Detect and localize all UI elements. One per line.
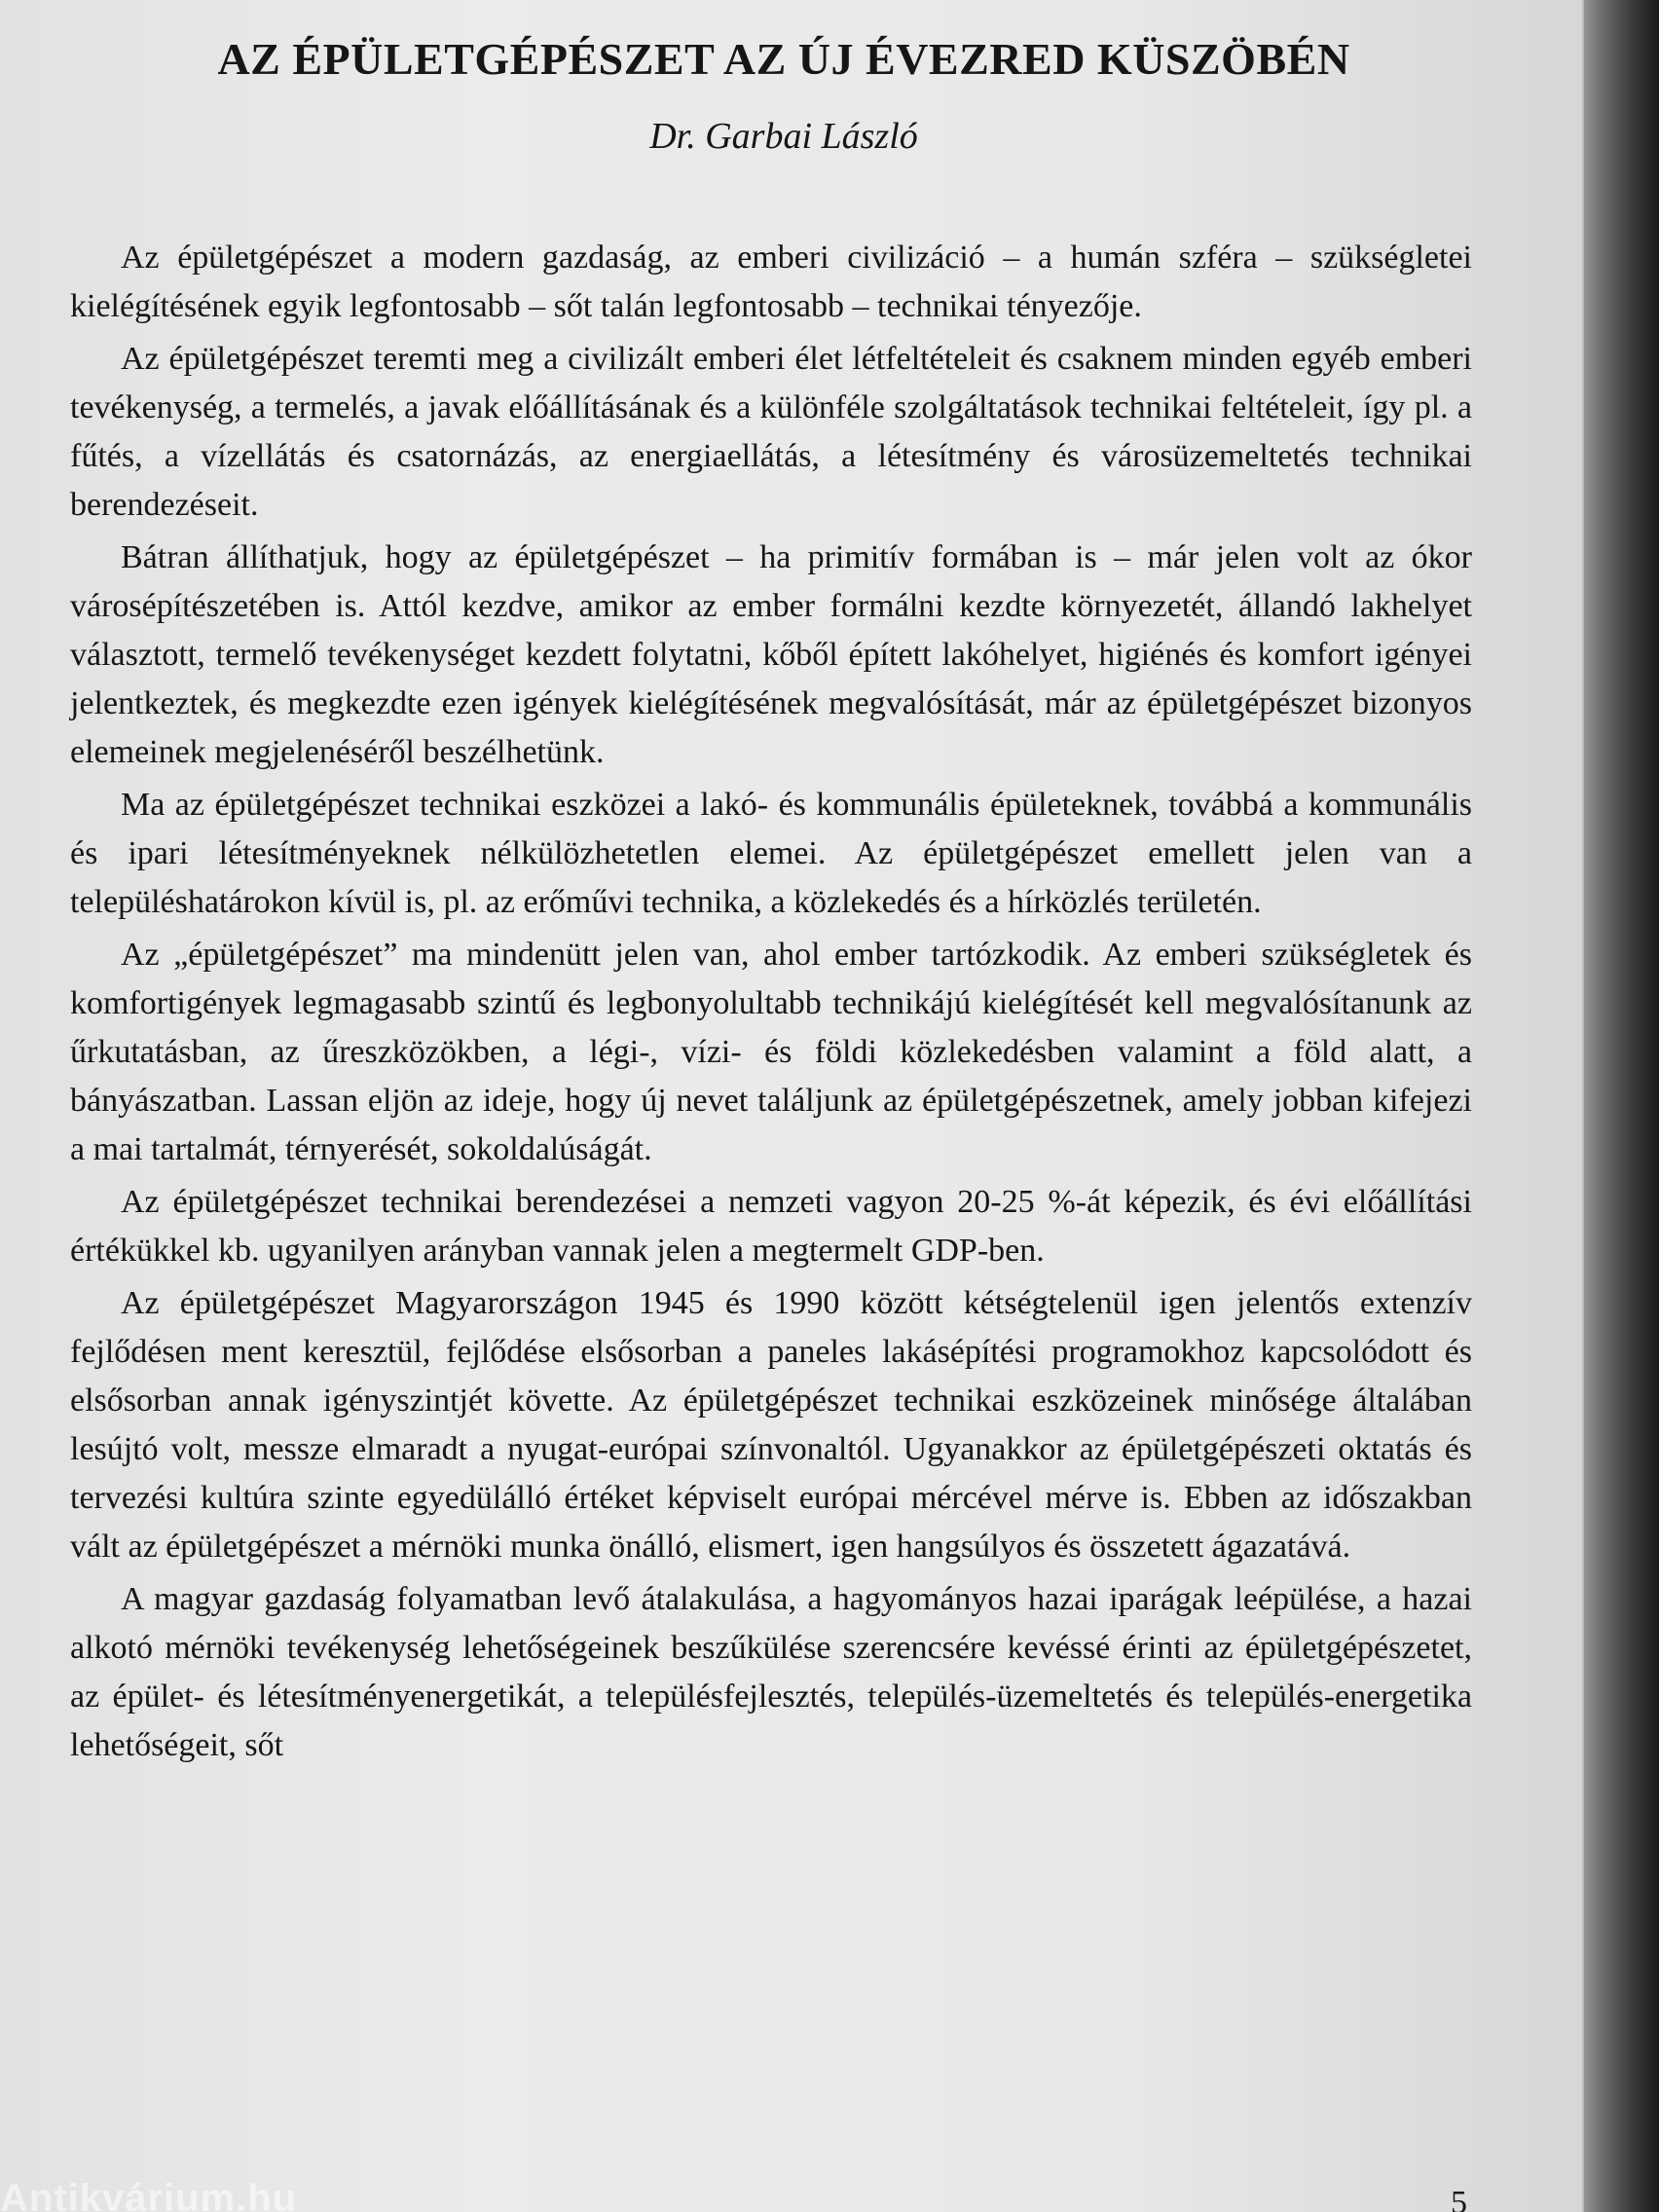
watermark: Antikvárium.hu [0, 2177, 298, 2212]
paragraph: Bátran állíthatjuk, hogy az épületgépészet – ha primitív formában is – már jelen volt az ókor városépítészetében is. Attól kezdve, amikor az ember formálni kezdte környezetét, állandó lakhelyet választott, termelő tevékenységet kezdett folytatni, kőből épített lakóhelyet, higiénés és komfort igényei jelentkeztek, és megkezdte ezen igények kielégítésének megvalósítását, már az épületgépészet bizonyos elemeinek megjelenéséről beszélhetünk. [70, 539, 1472, 770]
paragraph: A magyar gazdaság folyamatban levő átalakulása, a hagyományos hazai iparágak leépülése, a hazai alkotó mérnöki tevékenység lehetőségeinek beszűkülése szerencsére kevéssé érinti az épületgépészetet, az épület- és létesítményenergetikát, a településfejlesztés, település-üzemeltetés és település-energetika lehetőségeit, sőt [70, 1581, 1472, 1763]
document-title: AZ ÉPÜLETGÉPÉSZET AZ ÚJ ÉVEZRED KÜSZÖBÉN [217, 34, 1350, 84]
paragraph: Az épületgépészet teremti meg a civilizált emberi élet létfeltételeit és csaknem minden egyéb emberi tevékenység, a termelés, a javak előállításának és a különféle szolgáltatások technikai feltételeit, így pl. a fűtés, a vízellátás és csatornázás, az energiaellátás, a létesítmény és városüzemeltetés technikai berendezéseit. [70, 341, 1472, 523]
paragraph: Az épületgépészet technikai berendezései a nemzeti vagyon 20-25 %-át képezik, és évi előállítási értékükkel kb. ugyanilyen arányban vannak jelen a megtermelt GDP-ben. [70, 1184, 1472, 1269]
paragraph: Az épületgépészet Magyarországon 1945 és 1990 között kétségtelenül igen jelentős extenzív fejlődésen ment keresztül, fejlődése elsősorban a paneles lakásépítési programokhoz kapcsolódott és elsősorban annak igényszintjét követte. Az épületgépészet technikai eszközeinek minősége általában lesújtó volt, messze elmaradt a nyugat-európai színvonaltól. Ugyanakkor az épületgépészeti oktatás és tervezési kultúra szinte egyedülálló értéket képviselt európai mércével mérve is. Ebben az időszakban vált az épületgépészet a mérnöki munka önálló, elismert, igen hangsúlyos és összetett ágazatává. [70, 1285, 1472, 1565]
paragraph: Az épületgépészet a modern gazdaság, az emberi civilizáció – a humán szféra – szükségletei kielégítésének egyik legfontosabb – sőt talán legfontosabb – technikai tényezője. [70, 240, 1472, 324]
page-number: 5 [1451, 2185, 1467, 2212]
article-body [70, 234, 1472, 1774]
paragraph: Az „épületgépészet” ma mindenütt jelen van, ahol ember tartózkodik. Az emberi szükségletek és komfortigények legmagasabb szintű és legbonyolultabb technikájú kielégítését kell megvalósítanunk az űrkutatásban, az űreszközökben, a légi-, vízi- és földi közlekedésben valamint a föld alatt, a bányászatban. Lassan eljön az ideje, hogy új nevet találjunk az épületgépészetnek, amely jobban kifejezi a mai tartalmát, térnyerését, sokoldalúságát. [70, 937, 1472, 1167]
book-page-edge [1582, 0, 1659, 2212]
paragraph: Ma az épületgépészet technikai eszközei a lakó- és kommunális épületeknek, továbbá a kommunális és ipari létesítményeknek nélkülözhetetlen elemei. Az épületgépészet emellett jelen van a településhatárokon kívül is, pl. az erőművi technika, a közlekedés és a hírközlés területén. [70, 787, 1472, 920]
author-name: Dr. Garbai László [649, 116, 918, 157]
